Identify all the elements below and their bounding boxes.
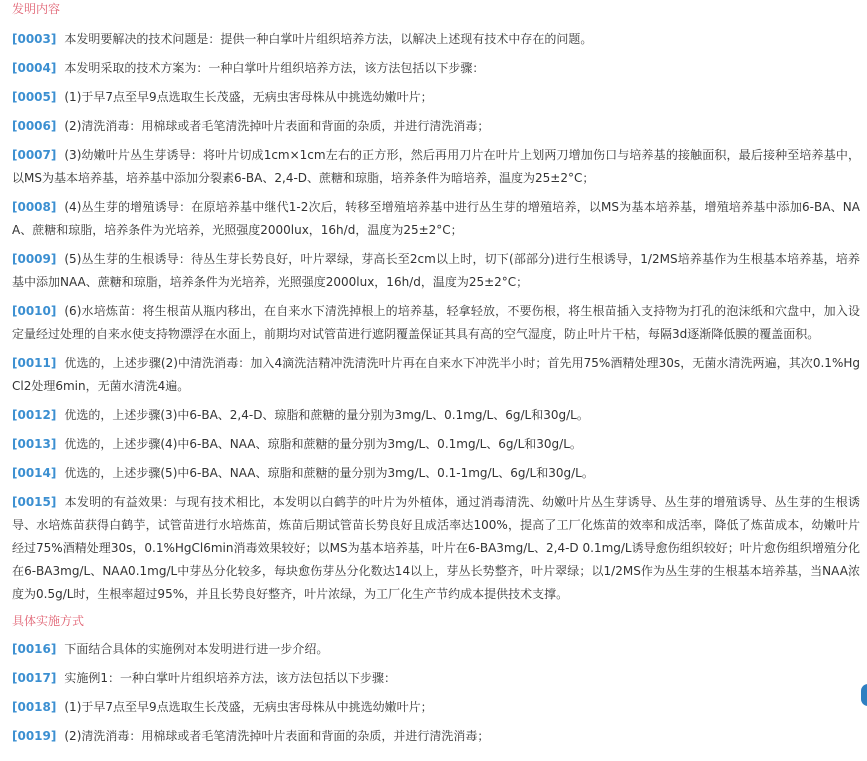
paragraph-number: [0003] — [12, 32, 57, 46]
paragraph — [12, 248, 860, 294]
paragraph-text: 优选的，上述步骤(5)中6-BA、NAA、琼脂和蔗糖的量分别为3mg/L、0.1-1mg/L、6g/L和30g/L。 — [64, 466, 594, 480]
paragraph — [12, 667, 860, 690]
paragraph-number: [0011] — [12, 356, 57, 370]
paragraph — [12, 300, 860, 346]
paragraph-number: [0009] — [12, 252, 57, 266]
paragraph-number: [0014] — [12, 466, 57, 480]
paragraph — [12, 696, 860, 719]
paragraph-text: 优选的，上述步骤(4)中6-BA、NAA、琼脂和蔗糖的量分别为3mg/L、0.1mg/L、6g/L和30g/L。 — [64, 437, 582, 451]
side-panel-handle[interactable] — [861, 684, 867, 706]
paragraph — [12, 725, 860, 748]
paragraph-number: [0017] — [12, 671, 57, 685]
paragraph-text: (1)于早7点至早9点选取生长茂盛，无病虫害母株从中挑选幼嫩叶片； — [64, 90, 433, 104]
paragraph-number: [0012] — [12, 408, 57, 422]
paragraph-text: 本发明要解决的技术问题是：提供一种白掌叶片组织培养方法，以解决上述现有技术中存在的问题。 — [64, 32, 593, 46]
paragraph-text: (2)清洗消毒：用棉球或者毛笔清洗掉叶片表面和背面的杂质，并进行清洗消毒； — [64, 119, 490, 133]
paragraph — [12, 196, 860, 242]
paragraph — [12, 86, 860, 109]
paragraph-text: 优选的，上述步骤(2)中清洗消毒：加入4滴洗洁精冲洗清洗叶片再在自来水下冲洗半小时；首先用75%酒精处理30s，无菌水清洗两遍，其次0.1%HgCl2处理6min，无菌水清洗4遍。 — [12, 356, 860, 393]
paragraph — [12, 144, 860, 190]
paragraph-text: 实施例1：一种白掌叶片组织培养方法，该方法包括以下步骤： — [64, 671, 397, 685]
summary-paragraph-list — [12, 28, 860, 606]
paragraph-text: 本发明的有益效果：与现有技术相比，本发明以白鹤芋的叶片为外植体，通过消毒清洗、幼嫩叶片丛生芽诱导、丛生芽的增殖诱导、丛生芽的生根诱导、水培炼苗获得白鹤芋，试管苗进行水培炼苗，炼苗后期试管苗长势良好且成活率达100%，提高了工厂化炼苗的效率和成活率，降低了炼苗成本，幼嫩叶片经过75%酒精处理30s，0.1%HgCl6min消毒效果较好；以MS为基本培养基，叶片在6-BA3mg/L、2,4-D 0.1mg/L诱导愈伤组织较好；叶片愈伤组织增殖分化在6-BA3mg/L、NAA0.1mg/L中芽丛分化较多，每块愈伤芽丛分化数达14以上，芽丛长势整齐，叶片翠绿；以1/2MS作为丛生芽的生根基本培养基，当NAA浓度为0.5g/L时，生根率超过95%，并且长势良好整齐，叶片浓绿，为工厂化生产节约成本提供技术支撑。 — [12, 495, 860, 601]
paragraph — [12, 491, 860, 606]
paragraph-number: [0018] — [12, 700, 57, 714]
paragraph-number: [0013] — [12, 437, 57, 451]
paragraph-text: 本发明采取的技术方案为：一种白掌叶片组织培养方法，该方法包括以下步骤： — [64, 61, 485, 75]
paragraph — [12, 638, 860, 661]
paragraph-number: [0019] — [12, 729, 57, 743]
paragraph — [12, 433, 860, 456]
paragraph-text: 优选的，上述步骤(3)中6-BA、2,4-D、琼脂和蔗糖的量分别为3mg/L、0.1mg/L、6g/L和30g/L。 — [64, 408, 589, 422]
paragraph — [12, 404, 860, 427]
paragraph-text: (3)幼嫩叶片丛生芽诱导：将叶片切成1cm×1cm左右的正方形，然后再用刀片在叶片上划两刀增加伤口与培养基的接触面积，最后接种至培养基中，以MS为基本培养基，培养基中添加分裂素6-BA、2,4-D、蔗糖和琼脂，培养条件为暗培养，温度为25±2°C； — [12, 148, 860, 185]
paragraph — [12, 28, 860, 51]
paragraph-number: [0010] — [12, 304, 57, 318]
paragraph-number: [0006] — [12, 119, 57, 133]
paragraph-number: [0016] — [12, 642, 57, 656]
paragraph-text: (5)丛生芽的生根诱导：待丛生芽长势良好，叶片翠绿，芽高长至2cm以上时，切下(部部分)进行生根诱导，1/2MS培养基作为生根基本培养基，培养基中添加NAA、蔗糖和琼脂，培养条件为光培养，光照强度2000lux，16h/d，温度为25±2°C； — [12, 252, 860, 289]
paragraph-text: (1)于早7点至早9点选取生长茂盛，无病虫害母株从中挑选幼嫩叶片； — [64, 700, 433, 714]
paragraph-text: (6)水培炼苗：将生根苗从瓶内移出，在自来水下清洗掉根上的培养基，轻拿轻放，不要伤根，将生根苗插入支持物为打孔的泡沫纸和穴盘中，加入设定量经过处理的自来水使支持物漂浮在水面上，前期均对试管苗进行遮阴覆盖保证其具有高的空气湿度，防止叶片干枯，每隔3d逐渐降低膜的覆盖面积。 — [12, 304, 860, 341]
paragraph — [12, 462, 860, 485]
paragraph — [12, 352, 860, 398]
paragraph-number: [0008] — [12, 200, 57, 214]
paragraph-number: [0007] — [12, 148, 57, 162]
paragraph-text: 下面结合具体的实施例对本发明进行进一步介绍。 — [64, 642, 329, 656]
paragraph-number: [0005] — [12, 90, 57, 104]
paragraph — [12, 57, 860, 80]
paragraph-number: [0015] — [12, 495, 57, 509]
paragraph-text: (4)丛生芽的增殖诱导：在原培养基中继代1-2次后，转移至增殖培养基中进行丛生芽的增殖培养，以MS为基本培养基，增殖培养基中添加6-BA、NAA、蔗糖和琼脂，培养条件为光培养，光照强度2000lux，16h/d，温度为25±2°C； — [12, 200, 860, 237]
section-title-embodiment: 具体实施方式 — [12, 614, 85, 628]
paragraph — [12, 115, 860, 138]
paragraph-number: [0004] — [12, 61, 57, 75]
embodiment-paragraph-list — [12, 638, 860, 748]
section-title-summary: 发明内容 — [12, 2, 61, 16]
paragraph-text: (2)清洗消毒：用棉球或者毛笔清洗掉叶片表面和背面的杂质，并进行清洗消毒； — [64, 729, 490, 743]
